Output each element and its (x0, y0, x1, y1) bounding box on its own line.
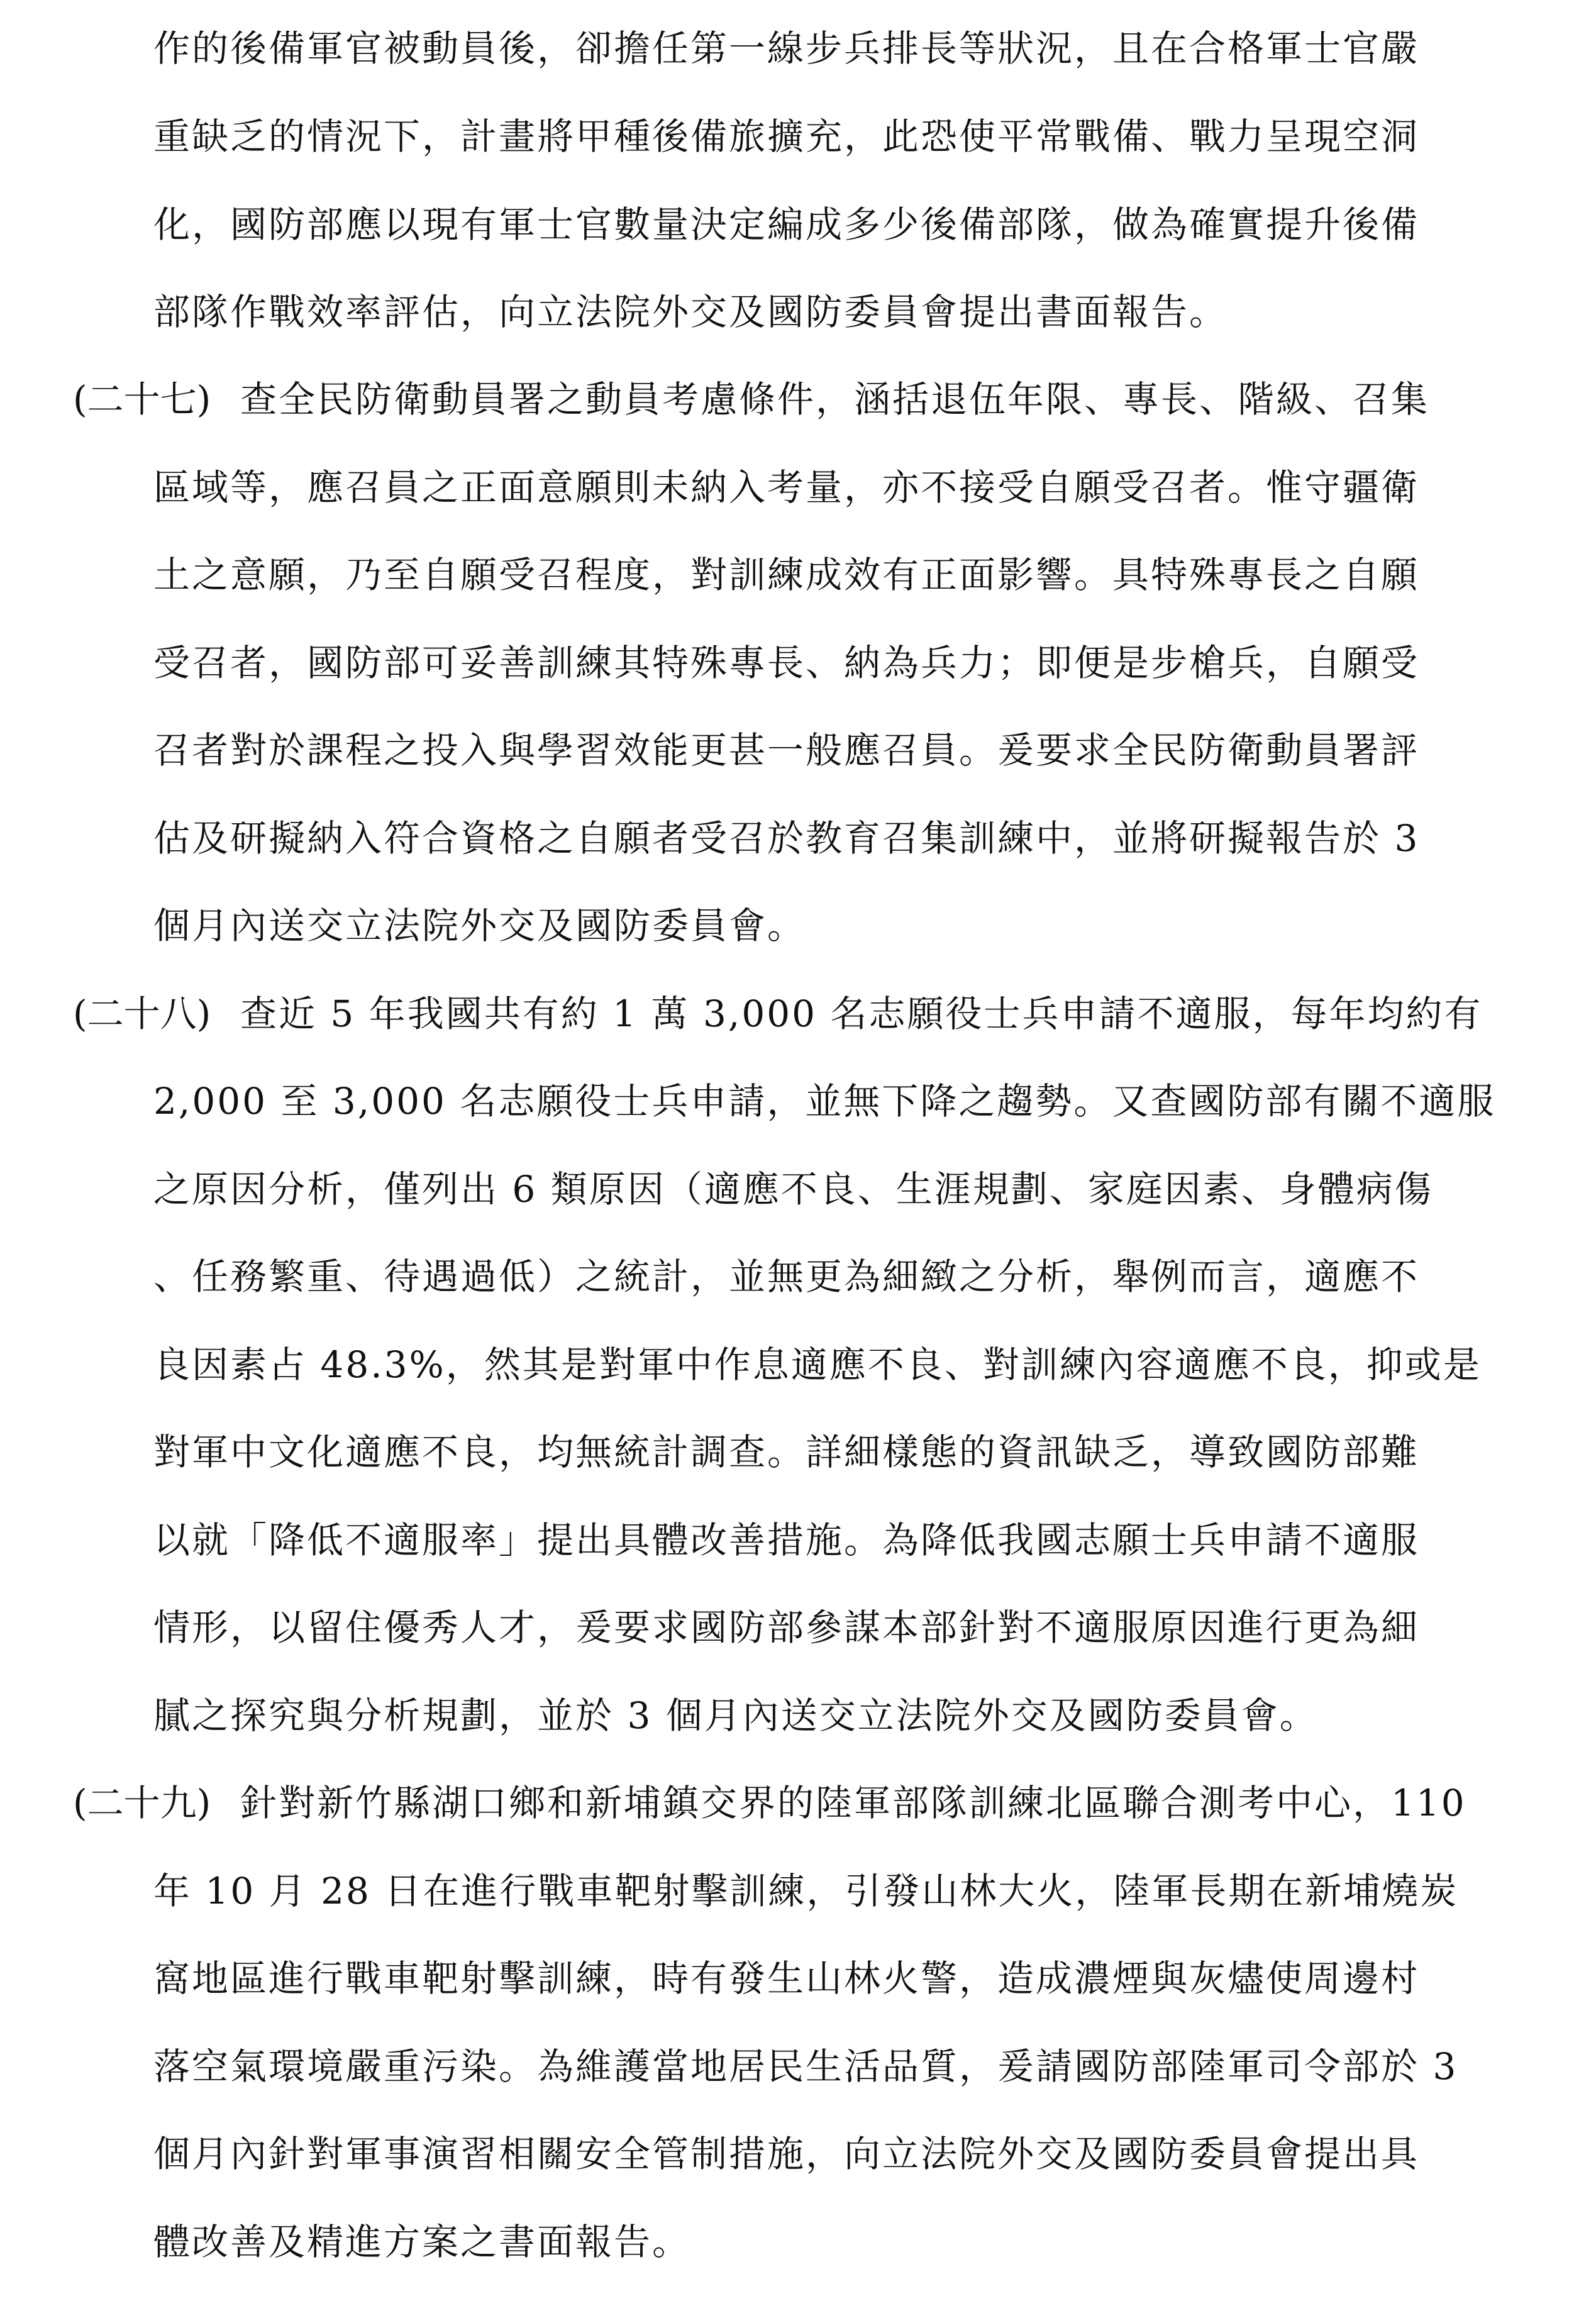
text-line (0, 456, 1596, 519)
text-line (0, 631, 1596, 694)
text-line (0, 1947, 1596, 2010)
item-number: (二十九) (73, 1782, 211, 1824)
text-line (0, 105, 1596, 168)
text-line (0, 1158, 1596, 1221)
text-line (0, 1333, 1596, 1396)
line-text: 受召者，國防部可妥善訓練其特殊專長、納為兵力；即便是步槍兵，自願受 (153, 641, 1420, 684)
line-text: 、任務繁重、待遇過低）之統計，並無更為細緻之分析，舉例而言，適應不 (153, 1255, 1420, 1298)
text-line (0, 719, 1596, 782)
line-text: 2,000 至 3,000 名志願役士兵申請，並無下降之趨勢。又查國防部有關不適服 (153, 1080, 1496, 1123)
line-text: 土之意願，乃至自願受召程度，對訓練成效有正面影響。具特殊專長之自願 (153, 553, 1420, 596)
line-text: 膩之探究與分析規劃，並於 3 個月內送交立法院外交及國防委員會。 (153, 1694, 1318, 1737)
line-text: 之原因分析，僅列出 6 類原因（適應不良、生涯規劃、家庭因素、身體病傷 (153, 1168, 1433, 1211)
text-line (0, 17, 1596, 80)
text-line (0, 1245, 1596, 1308)
line-text: 召者對於課程之投入與學習效能更甚一般應召員。爰要求全民防衛動員署評 (153, 729, 1420, 772)
line-text: 年 10 月 28 日在進行戰車靶射擊訓練，引發山林大火，陸軍長期在新埔燒炭 (153, 1870, 1459, 1912)
text-line (0, 1684, 1596, 1747)
text-line (0, 2210, 1596, 2273)
line-text: 個月內針對軍事演習相關安全管制措施，向立法院外交及國防委員會提出具 (153, 2132, 1420, 2175)
item-27-first-line (0, 368, 1596, 431)
line-text: 對軍中文化適應不良，均無統計調查。詳細樣態的資訊缺乏，導致國防部難 (153, 1431, 1420, 1473)
item-29-first-line (0, 1772, 1596, 1834)
line-text: 以就「降低不適服率」提出具體改善措施。為降低我國志願士兵申請不適服 (153, 1519, 1420, 1561)
text-line (0, 807, 1596, 870)
text-line (0, 193, 1596, 256)
line-text: 作的後備軍官被動員後，卻擔任第一線步兵排長等狀況，且在合格軍士官嚴 (153, 27, 1420, 70)
text-line (0, 1421, 1596, 1483)
text-line (0, 1860, 1596, 1922)
text-line (0, 2035, 1596, 2098)
text-line (0, 280, 1596, 343)
text-line (0, 1509, 1596, 1572)
line-text: 查近 5 年我國共有約 1 萬 3,000 名志願役士兵申請不適服，每年均約有 (240, 992, 1483, 1035)
line-text: 個月內送交立法院外交及國防委員會。 (153, 904, 806, 947)
text-line (0, 1596, 1596, 1659)
line-text: 落空氣環境嚴重污染。為維護當地居民生活品質，爰請國防部陸軍司令部於 3 (153, 2045, 1458, 2088)
item-number: (二十八) (73, 992, 211, 1035)
line-text: 估及研擬納入符合資格之自願者受召於教育召集訓練中，並將研擬報告於 3 (153, 817, 1420, 860)
item-28-first-line (0, 982, 1596, 1045)
text-line (0, 894, 1596, 957)
line-text: 化，國防部應以現有軍士官數量決定編成多少後備部隊，做為確實提升後備 (153, 203, 1420, 246)
line-text: 區域等，應召員之正面意願則未納入考量，亦不接受自願受召者。惟守疆衛 (153, 466, 1420, 509)
line-text: 查全民防衛動員署之動員考慮條件，涵括退伍年限、專長、階級、召集 (240, 378, 1430, 421)
line-text: 良因素占 48.3%，然其是對軍中作息適應不良、對訓練內容適應不良，抑或是 (153, 1343, 1482, 1386)
line-text: 窩地區進行戰車靶射擊訓練，時有發生山林火警，造成濃煙與灰燼使周邊村 (153, 1957, 1420, 2000)
line-text: 體改善及精進方案之書面報告。 (153, 2221, 691, 2263)
text-line (0, 1070, 1596, 1133)
text-line (0, 2122, 1596, 2185)
line-text: 針對新竹縣湖口鄉和新埔鎮交界的陸軍部隊訓練北區聯合測考中心，110 (240, 1782, 1466, 1824)
text-line (0, 543, 1596, 606)
line-text: 部隊作戰效率評估，向立法院外交及國防委員會提出書面報告。 (153, 291, 1228, 333)
line-text: 重缺乏的情況下，計畫將甲種後備旅擴充，此恐使平常戰備、戰力呈現空洞 (153, 115, 1420, 158)
item-number: (二十七) (73, 378, 211, 421)
line-text: 情形，以留住優秀人才，爰要求國防部參謀本部針對不適服原因進行更為細 (153, 1606, 1420, 1649)
